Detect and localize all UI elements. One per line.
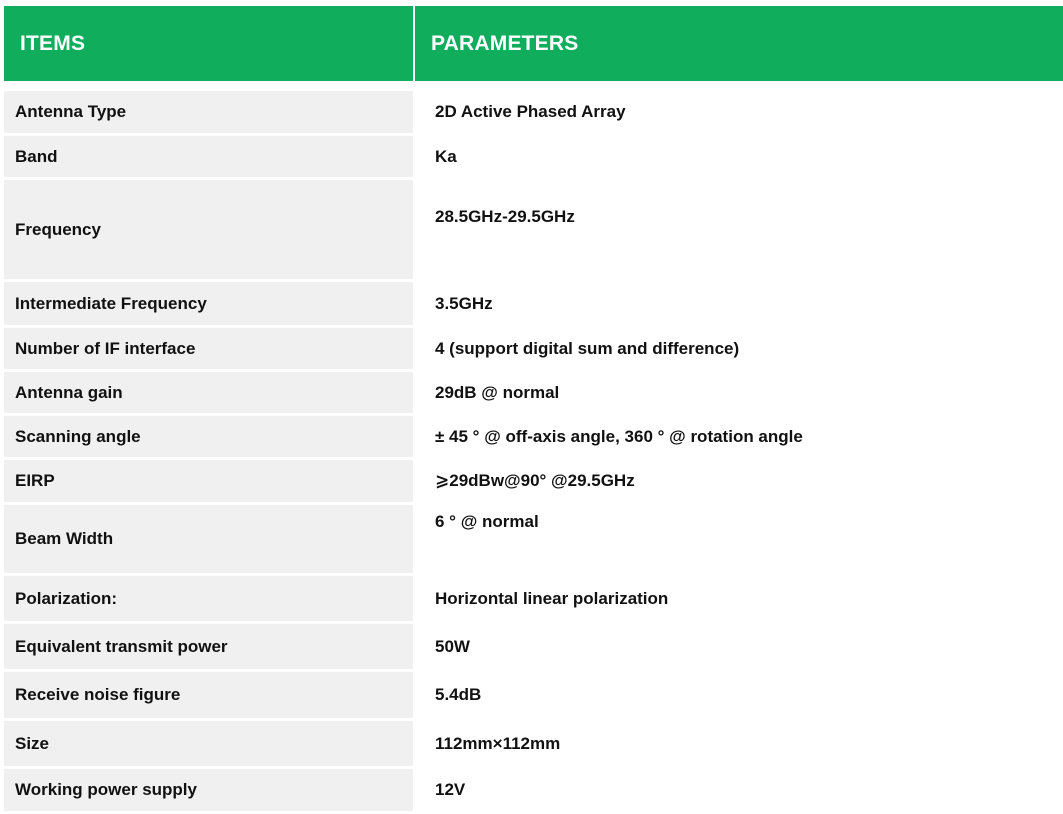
- table-row: [4, 624, 1063, 669]
- table-row: [4, 416, 1063, 457]
- table-row: [4, 91, 1063, 133]
- row-parameter-value: ± 45 ° @ off-axis angle, 360 ° @ rotation angle: [415, 416, 1063, 457]
- row-item-label: Intermediate Frequency: [4, 282, 413, 325]
- row-parameter-value: 4 (support digital sum and difference): [415, 328, 1063, 369]
- table-row: [4, 505, 1063, 573]
- row-parameter-value: ⩾29dBw@90° @29.5GHz: [415, 460, 1063, 502]
- row-item-label: Antenna gain: [4, 372, 413, 413]
- row-parameter-value: 5.4dB: [415, 672, 1063, 718]
- row-parameter-value: 28.5GHz-29.5GHz: [415, 180, 1063, 279]
- row-item-label: Band: [4, 136, 413, 177]
- row-item-label: Receive noise figure: [4, 672, 413, 718]
- table-row: [4, 721, 1063, 766]
- table-row: [4, 460, 1063, 502]
- table-row: [4, 372, 1063, 413]
- table-row: [4, 180, 1063, 279]
- row-item-label: EIRP: [4, 460, 413, 502]
- row-item-label: Working power supply: [4, 769, 413, 811]
- row-parameter-value: 2D Active Phased Array: [415, 91, 1063, 133]
- row-parameter-value: 50W: [415, 624, 1063, 669]
- spec-table: [4, 6, 1063, 814]
- table-row: [4, 576, 1063, 621]
- row-parameter-value: 112mm×112mm: [415, 721, 1063, 766]
- row-item-label: Frequency: [4, 180, 413, 279]
- row-item-label: Size: [4, 721, 413, 766]
- row-item-label: Scanning angle: [4, 416, 413, 457]
- row-parameter-value: Ka: [415, 136, 1063, 177]
- row-parameter-value: Horizontal linear polarization: [415, 576, 1063, 621]
- row-parameter-value: 12V: [415, 769, 1063, 811]
- row-parameter-value: 3.5GHz: [415, 282, 1063, 325]
- table-row: [4, 328, 1063, 369]
- row-parameter-value: 29dB @ normal: [415, 372, 1063, 413]
- table-row: [4, 769, 1063, 811]
- row-item-label: Number of IF interface: [4, 328, 413, 369]
- row-item-label: Equivalent transmit power: [4, 624, 413, 669]
- row-parameter-value: 6 ° @ normal: [415, 505, 1063, 573]
- row-item-label: Antenna Type: [4, 91, 413, 133]
- table-header-row: [4, 6, 1063, 81]
- header-parameters: PARAMETERS: [415, 6, 1063, 81]
- row-item-label: Polarization:: [4, 576, 413, 621]
- table-row: [4, 672, 1063, 718]
- table-body: [4, 91, 1063, 814]
- header-items: ITEMS: [4, 6, 413, 81]
- table-row: [4, 282, 1063, 325]
- row-item-label: Beam Width: [4, 505, 413, 573]
- table-row: [4, 136, 1063, 177]
